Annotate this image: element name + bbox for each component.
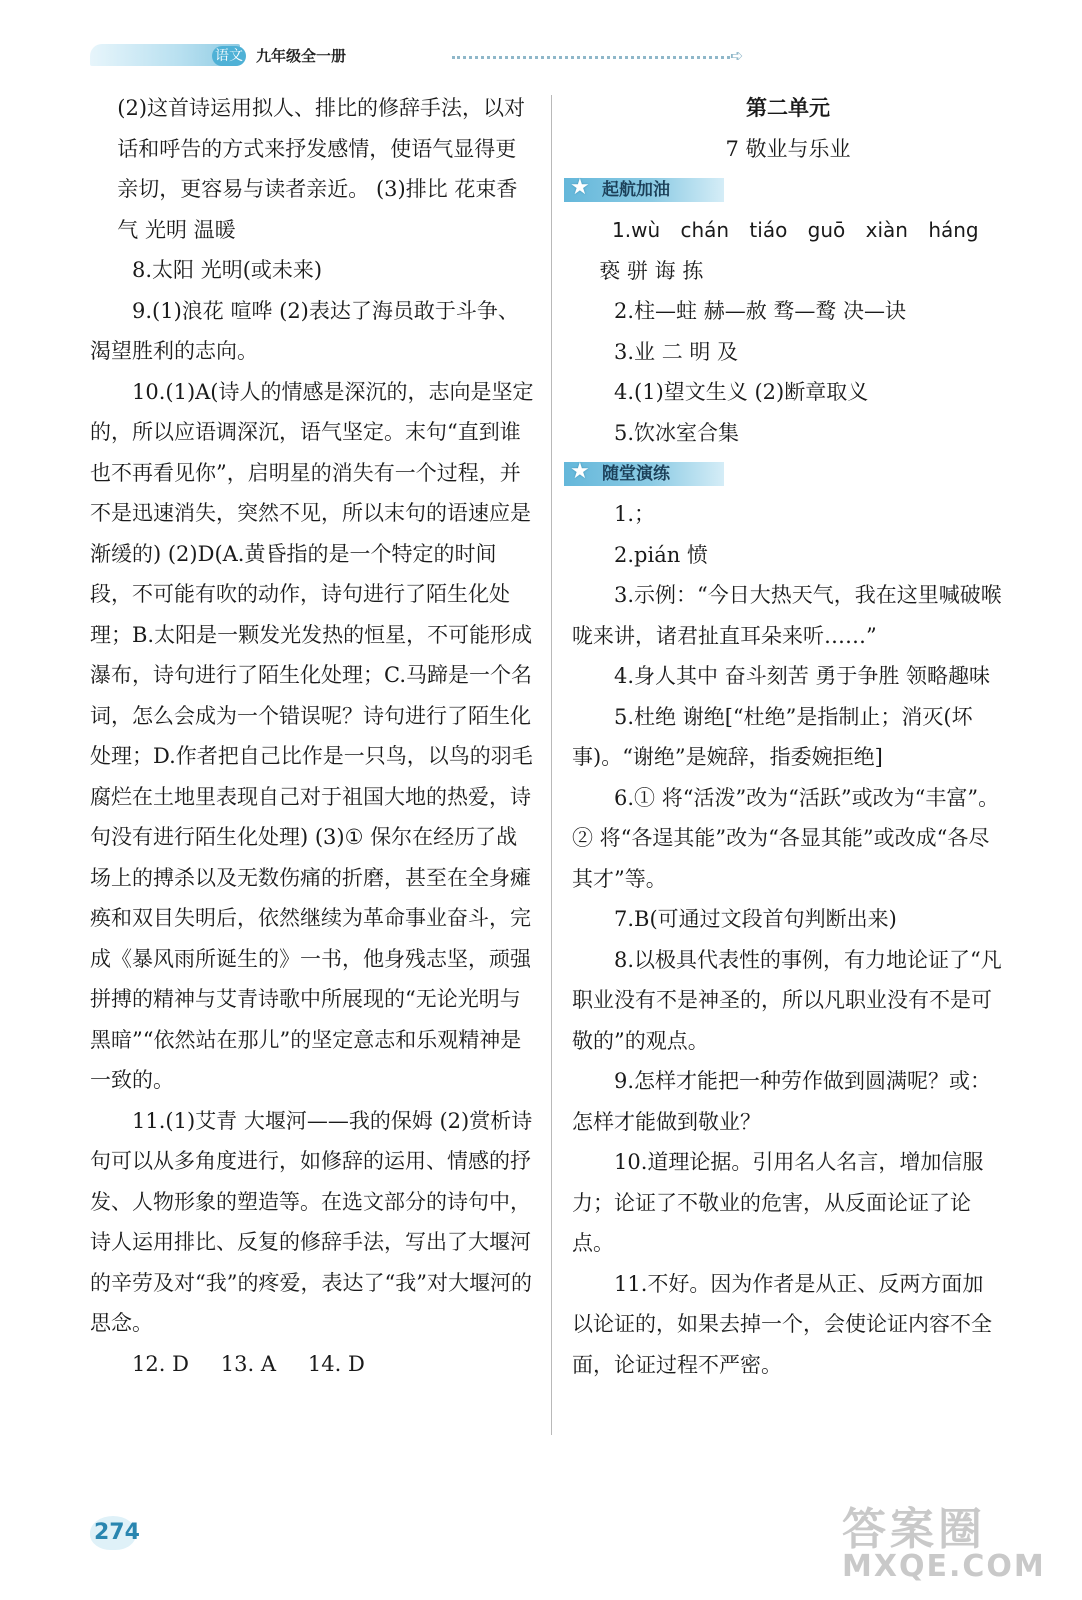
answer-q14: 14. D	[307, 1351, 365, 1376]
section-label: 起航加油	[602, 180, 670, 200]
s1-answer-q1-chars: 亵 骈 诲 拣	[599, 258, 704, 283]
s2-answer-q8: 8.以极具代表性的事例，有力地论证了“凡职业没有不是神圣的，所以凡职业没有不是可敬的”的观点。	[572, 947, 1002, 1053]
lesson-title: 7 敬业与乐业	[725, 136, 851, 161]
section-banner-qihang	[564, 172, 1004, 206]
s2-answer-q4: 4.身人其中 奋斗刻苦 勇于争胜 领略趣味	[614, 664, 991, 688]
arrow-icon: ➪	[730, 46, 744, 65]
grade-label: 九年级全一册	[256, 47, 347, 65]
subject-badge: 语文	[212, 46, 246, 66]
star-icon: ★	[570, 459, 590, 484]
unit-title: 第二单元	[746, 95, 830, 120]
s1-answer-q5: 5.饮冰室合集	[614, 420, 740, 445]
section-banner-suitang	[564, 456, 1004, 490]
watermark-line2: MXQE.COM	[842, 1549, 1046, 1584]
answer-q12: 12. D	[132, 1351, 189, 1376]
s1-answer-q2: 2.柱—蛀 赫—赦 骛—鹜 决—诀	[614, 299, 907, 323]
left-column	[90, 88, 534, 1384]
page-header	[90, 38, 790, 78]
page-number: 274	[94, 1520, 140, 1545]
right-column	[572, 88, 1004, 1385]
s2-answer-q10: 10.道理论据。引用名人名言，增加信服力；论证了不敬业的危害，从反面论证了论点。	[572, 1150, 984, 1255]
answer-q12-14	[90, 1344, 534, 1385]
s1-answer-q3: 3.业 二 明 及	[614, 339, 739, 364]
s2-answer-q3: 3.示例：“今日大热天气，我在这里喊破喉咙来讲，诸君扯直耳朵来听……”	[572, 583, 1002, 648]
s1-answer-q1-pinyin: 1.wù chán tiáo guō xiàn háng	[612, 218, 979, 242]
s2-answer-q11: 11.不好。因为作者是从正、反两方面加以论证的，如果去掉一个，会使论证内容不全面，论证过程不严密。	[572, 1271, 992, 1377]
star-icon: ★	[570, 175, 590, 200]
watermark-line1: 答案圈	[842, 1504, 986, 1555]
s2-answer-q9: 9.怎样才能把一种劳作做到圆满呢？或：怎样才能做到敬业？	[572, 1069, 992, 1134]
watermark-logo	[842, 1504, 1046, 1584]
answer-q8: 8.太阳 光明(或未来)	[132, 258, 323, 282]
s1-answer-q4: 4.(1)望文生义 (2)断章取义	[614, 380, 869, 404]
answer-q10: 10.(1)A(诗人的情感是深沉的，志向是坚定的，所以应语调深沉，语气坚定。末句“直到谁也不再看见你”，启明星的消失有一个过程，并不是迅速消失，突然不见，所以末句的语速应是渐缓的) (2)D(A.黄昏指的是一个特定的时间段，不可能有吹的动作，诗句进行了陌生化处理；B.太阳是一颗发光发热的恒星，不可能形成瀑布，诗句进行了陌生化处理；C.马蹄是一个名词，怎么会成为一个错误呢？诗句进行了陌生化处理；D.作者把自己比作是一只鸟，以鸟的羽毛腐烂在土地里表现自己对于祖国大地的热爱，诗句没有进行陌生化处理) (3)① 保尔在经历了战场上的搏杀以及无数伤痛的折磨，甚至在全身瘫痪和双目失明后，依然继续为革命事业奋斗，完成《暴风雨所诞生的》一书，他身残志坚，顽强拼搏的精神与艾青诗歌中所展现的“无论光明与黑暗”“依然站在那儿”的坚定意志和乐观精神是一致的。	[90, 379, 534, 1092]
answer-q7-continued: (2)这首诗运用拟人、排比的修辞手法，以对话和呼告的方式来抒发感情，使语气显得更亲切，更容易与读者亲近。 (3)排比 花束香气 光明 温暖	[117, 96, 526, 242]
s2-answer-q2: 2.pián 愤	[614, 542, 708, 567]
column-divider	[551, 95, 552, 1435]
answer-q9: 9.(1)浪花 喧哗 (2)表达了海员敢于斗争、渴望胜利的志向。	[90, 298, 519, 363]
s2-answer-q5: 5.杜绝 谢绝[“杜绝”是指制止；消灭(坏事)。“谢绝”是婉辞，指委婉拒绝]	[572, 704, 973, 769]
answer-q13: 13. A	[220, 1351, 277, 1376]
dotted-rule	[452, 56, 730, 59]
section-label: 随堂演练	[602, 464, 670, 484]
s2-answer-q6: 6.① 将“活泼”改为“活跃”或改为“丰富”。 ② 将“各逞其能”改为“各显其能”或改成“各尽其才”等。	[572, 785, 1000, 891]
answer-q11: 11.(1)艾青 大堰河——我的保姆 (2)赏析诗句可以从多角度进行，如修辞的运用、情感的抒发、人物形象的塑造等。在选文部分的诗句中，诗人运用排比、反复的修辞手法，写出了大堰河的辛劳及对“我”的疼爱，表达了“我”对大堰河的思念。	[90, 1108, 533, 1335]
s2-answer-q7: 7.B(可通过文段首句判断出来)	[614, 907, 897, 931]
s2-answer-q1: 1.；	[614, 502, 656, 526]
